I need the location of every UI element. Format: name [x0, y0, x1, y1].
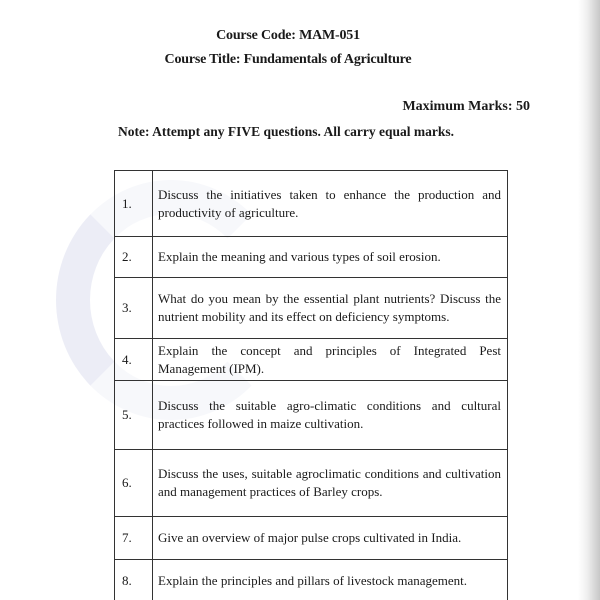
question-number: 8. — [115, 560, 153, 600]
instructions-note: Note: Attempt any FIVE questions. All carry equal marks. — [118, 124, 454, 139]
table-row — [115, 171, 508, 237]
question-text: Explain the concept and principles of Integrated Pest Management (IPM). — [153, 339, 508, 381]
page-edge-shadow — [578, 0, 600, 600]
table-row — [115, 339, 508, 381]
table-row — [115, 278, 508, 339]
question-number: 5. — [115, 381, 153, 450]
questions-table — [114, 170, 508, 600]
question-number: 7. — [115, 517, 153, 560]
table-row — [115, 560, 508, 600]
question-text: What do you mean by the essential plant nutrients? Discuss the nutrient mobility and its effect on deficiency symptoms. — [153, 278, 508, 339]
question-number: 2. — [115, 237, 153, 278]
table-row — [115, 237, 508, 278]
course-code: Course Code: MAM-051 — [216, 28, 360, 43]
question-number: 4. — [115, 339, 153, 381]
question-text: Give an overview of major pulse crops cultivated in India. — [153, 517, 508, 560]
table-row — [115, 450, 508, 517]
question-number: 6. — [115, 450, 153, 517]
question-text: Discuss the suitable agro-climatic conditions and cultural practices followed in maize cultivation. — [153, 381, 508, 450]
table-row — [115, 517, 508, 560]
maximum-marks: Maximum Marks: 50 — [402, 99, 530, 114]
course-title: Course Title: Fundamentals of Agriculture — [164, 52, 412, 67]
question-text: Discuss the initiatives taken to enhance the production and productivity of agriculture. — [153, 171, 508, 237]
question-text: Explain the meaning and various types of soil erosion. — [153, 237, 508, 278]
question-text: Discuss the uses, suitable agroclimatic conditions and cultivation and management practices of Barley crops. — [153, 450, 508, 517]
table-row — [115, 381, 508, 450]
question-text: Explain the principles and pillars of livestock management. — [153, 560, 508, 600]
question-number: 3. — [115, 278, 153, 339]
question-number: 1. — [115, 171, 153, 237]
